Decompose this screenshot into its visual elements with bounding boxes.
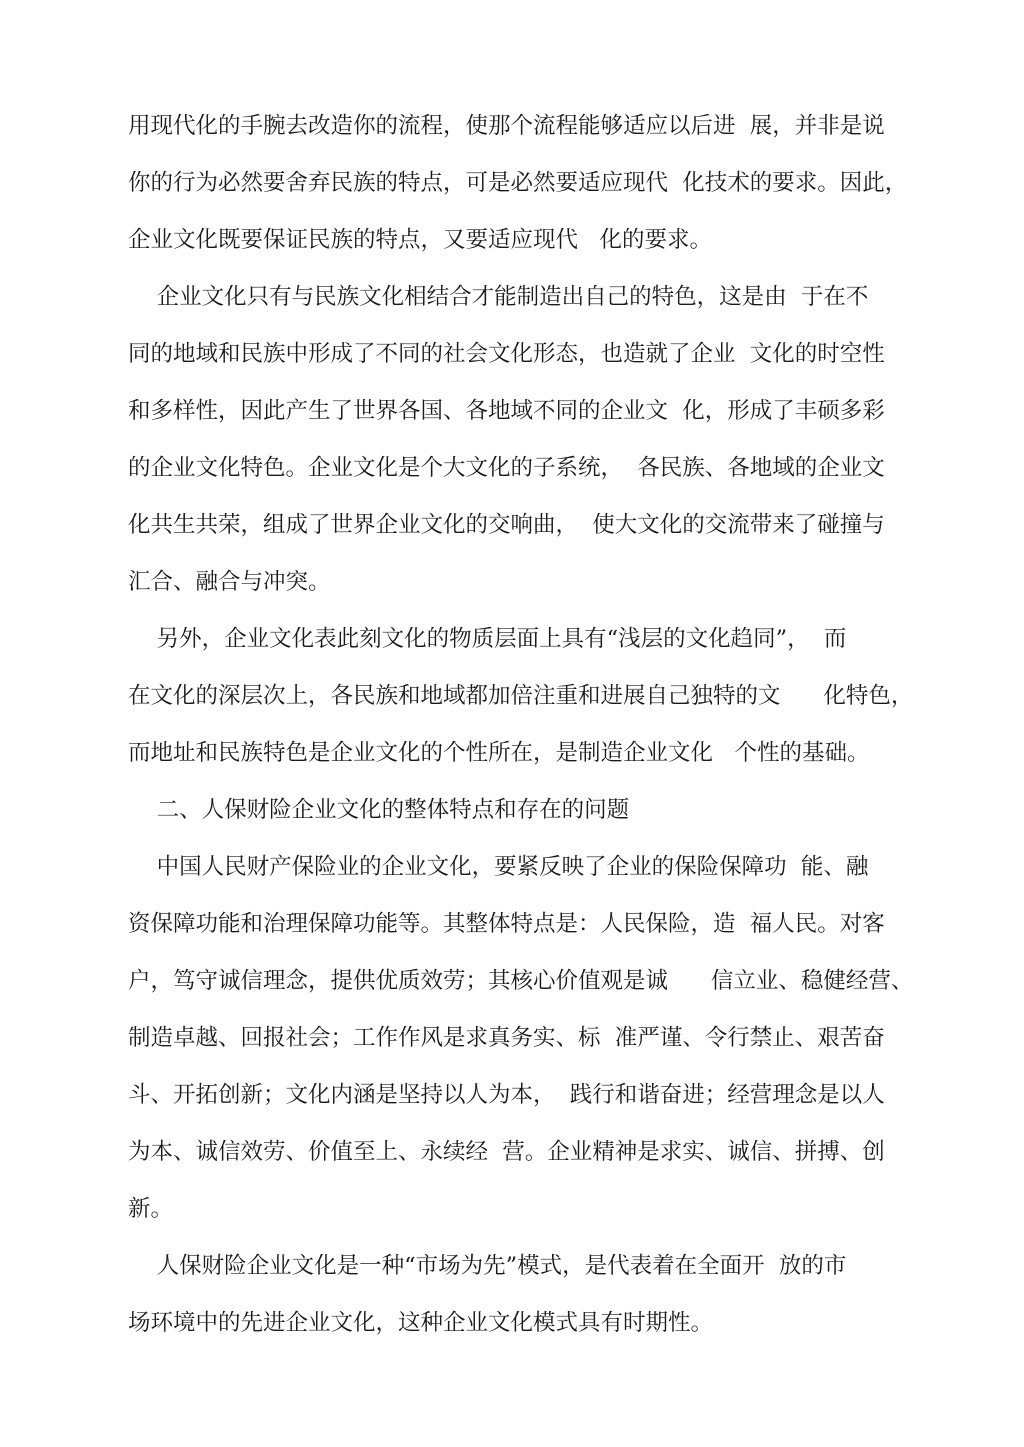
text-line: 制造卓越、回报社会；工作作风是求真务实、标 准严谨、令行禁止、艰苦奋 [128,1025,885,1051]
text-line: 同的地域和民族中形成了不同的社会文化形态，也造就了企业 文化的时空性 [128,341,885,367]
text-line: 另外，企业文化表此刻文化的物质层面上具有“浅层的文化趋同”， 而 [128,626,847,652]
text-line: 的企业文化特色。企业文化是个大文化的子系统， 各民族、各地域的企业文 [128,455,885,481]
text-line: 企业文化既要保证民族的特点，又要适应现代 化的要求。 [128,227,712,253]
text-line: 为本、诚信效劳、价值至上、永续经 营。企业精神是求实、诚信、拼搏、创 [128,1139,885,1165]
text-line: 你的行为必然要舍弃民族的特点，可是必然要适应现代 化技术的要求。因此， [128,170,908,196]
text-line: 企业文化只有与民族文化相结合才能制造出自己的特色，这是由 于在不 [128,284,869,310]
text-line: 化共生共荣，组成了世界企业文化的交响曲， 使大文化的交流带来了碰撞与 [128,512,885,538]
text-line: 用现代化的手腕去改造你的流程，使那个流程能够适应以后进 展，并非是说 [128,113,885,139]
text-line: 和多样性，因此产生了世界各国、各地域不同的企业文 化，形成了丰硕多彩 [128,398,885,424]
text-line: 斗、开拓创新；文化内涵是坚持以人为本， 践行和谐奋进；经营理念是以人 [128,1082,885,1108]
text-line: 新。 [128,1196,174,1222]
text-line: 而地址和民族特色是企业文化的个性所在，是制造企业文化 个性的基础。 [128,740,870,766]
section-heading: 二、人保财险企业文化的整体特点和存在的问题 [128,797,630,823]
text-line: 资保障功能和治理保障功能等。其整体特点是：人民保险，造 福人民。对客 [128,911,885,937]
text-line: 户，笃守诚信理念，提供优质效劳；其核心价值观是诚 信立业、稳健经营、 [128,968,914,994]
text-line: 人保财险企业文化是一种“市场为先”模式，是代表着在全面开 放的市 [128,1253,847,1279]
text-line: 中国人民财产保险业的企业文化，要紧反映了企业的保险保障功 能、融 [128,854,869,880]
text-line: 汇合、融合与冲突。 [128,569,331,595]
text-line: 场环境中的先进企业文化，这种企业文化模式具有时期性。 [128,1310,714,1336]
text-line: 在文化的深层次上，各民族和地域都加倍注重和进展自己独特的文 化特色， [128,683,914,709]
